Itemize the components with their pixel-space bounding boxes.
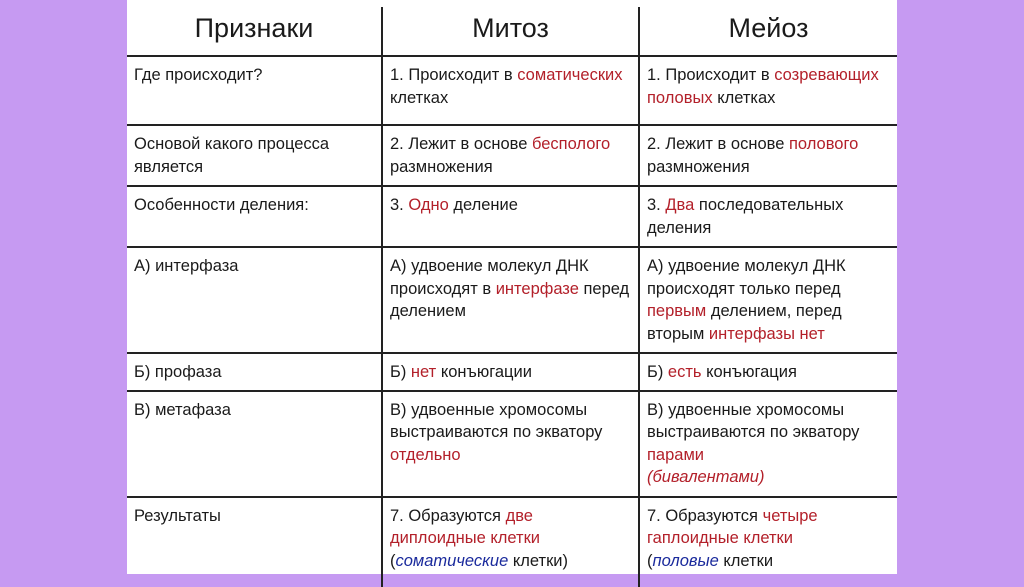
meiosis-cell: 1. Происходит в созревающих половых клетках: [639, 56, 897, 125]
criterion-cell: Результаты: [127, 497, 382, 587]
comparison-table: [127, 7, 897, 587]
criterion-cell: Б) профаза: [127, 353, 382, 391]
table-row: [127, 497, 897, 587]
meiosis-cell: Б) есть конъюгация: [639, 353, 897, 391]
mitosis-cell: 3. Одно деление: [382, 186, 639, 247]
meiosis-cell: В) удвоенные хромосомы выстраиваются по экватору парами (бивалентами): [639, 391, 897, 497]
slide: [127, 0, 897, 574]
mitosis-cell: А) удвоение молекул ДНК происходят в интерфазе перед делением: [382, 247, 639, 353]
mitosis-cell: 2. Лежит в основе бесполого размножения: [382, 125, 639, 186]
criterion-cell: Особенности деления:: [127, 186, 382, 247]
header-criteria: Признаки: [127, 7, 382, 56]
header-row: [127, 7, 897, 56]
table-row: [127, 391, 897, 497]
criterion-cell: Основой какого процесса является: [127, 125, 382, 186]
table-row: [127, 353, 897, 391]
table-row: [127, 247, 897, 353]
criterion-cell: В) метафаза: [127, 391, 382, 497]
mitosis-cell: 7. Образуются две диплоидные клетки (соматические клетки): [382, 497, 639, 587]
meiosis-cell: 7. Образуются четыре гаплоидные клетки (половые клетки: [639, 497, 897, 587]
mitosis-cell: 1. Происходит в соматических клетках: [382, 56, 639, 125]
meiosis-cell: 3. Два последовательных деления: [639, 186, 897, 247]
header-mitosis: Митоз: [382, 7, 639, 56]
header-meiosis: Мейоз: [639, 7, 897, 56]
mitosis-cell: В) удвоенные хромосомы выстраиваются по экватору отдельно: [382, 391, 639, 497]
mitosis-cell: Б) нет конъюгации: [382, 353, 639, 391]
criterion-cell: А) интерфаза: [127, 247, 382, 353]
criterion-cell: Где происходит?: [127, 56, 382, 125]
meiosis-cell: 2. Лежит в основе полового размножения: [639, 125, 897, 186]
table-row: [127, 186, 897, 247]
table-row: [127, 56, 897, 125]
meiosis-cell: А) удвоение молекул ДНК происходят только перед первым делением, перед вторым интерфазы нет: [639, 247, 897, 353]
table-row: [127, 125, 897, 186]
